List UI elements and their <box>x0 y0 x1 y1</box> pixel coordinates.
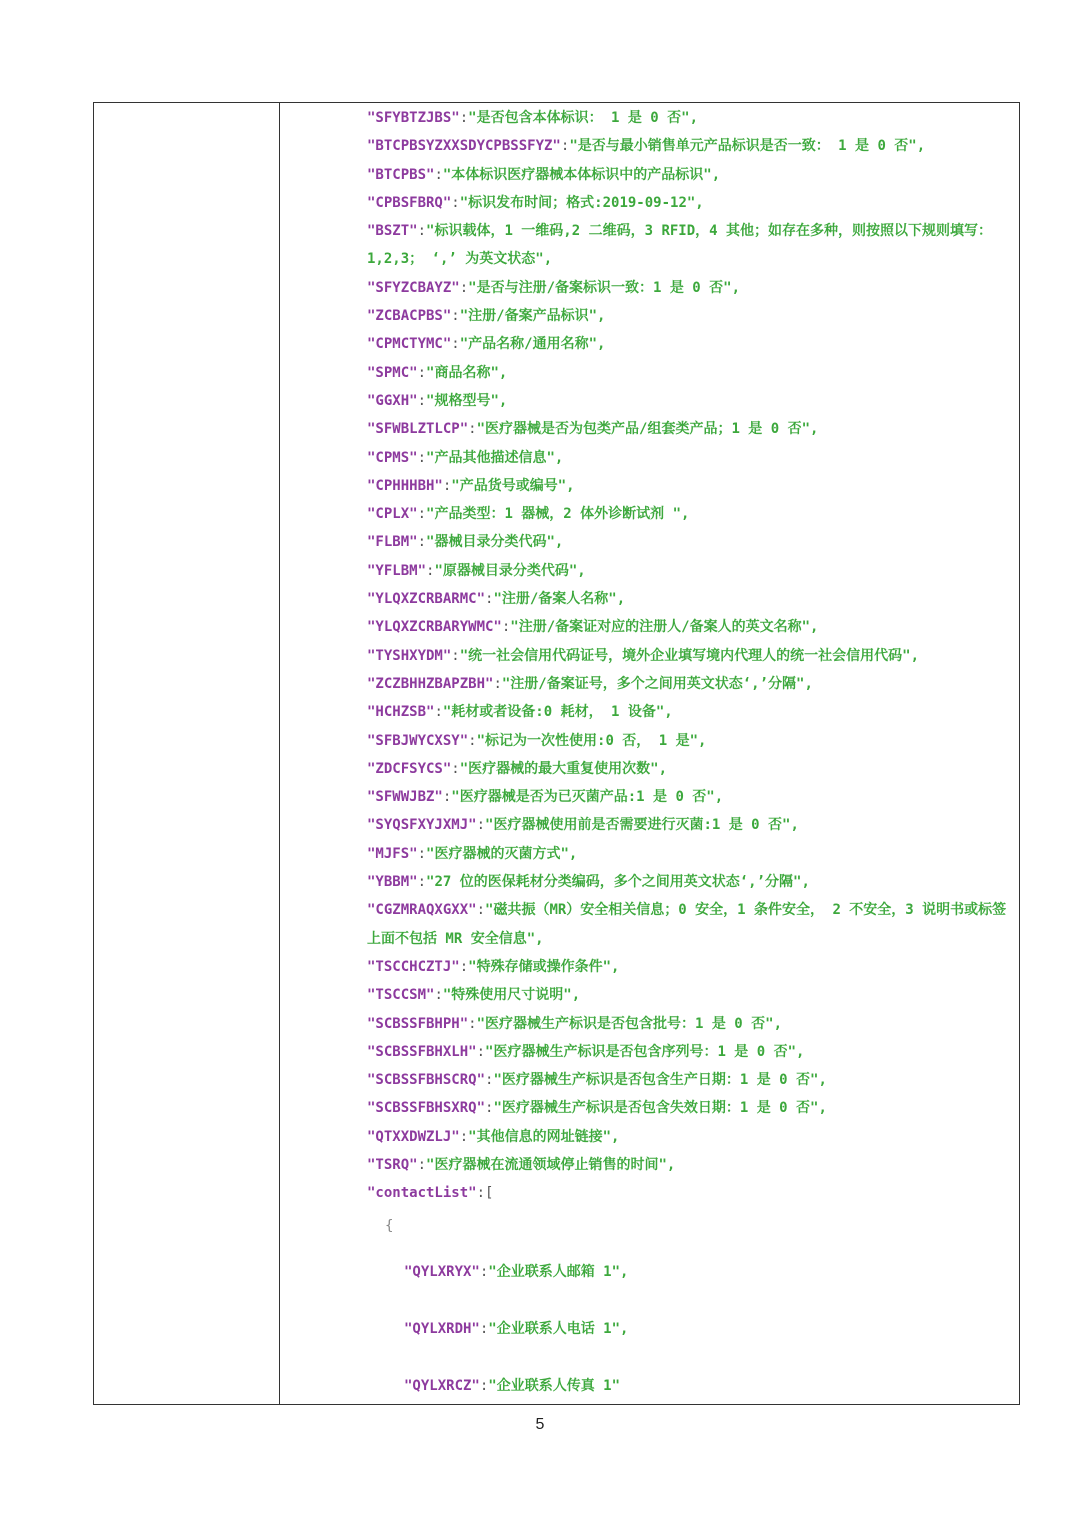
field-value: "医疗器械使用前是否需要进行灭菌:1 是 0 否", <box>485 817 799 834</box>
field-key: "MJFS" <box>367 845 418 862</box>
code-line <box>367 274 1012 302</box>
field-key: "HCHZSB" <box>367 704 435 721</box>
field-value: "产品其他描述信息", <box>426 449 564 466</box>
field-key: "ZDCFSYCS" <box>367 760 452 777</box>
code-line <box>367 359 1012 387</box>
field-value: "标记为一次性使用:0 否， 1 是", <box>476 732 707 749</box>
field-key: "contactList" <box>367 1185 477 1202</box>
field-key: "TSCCHCZTJ" <box>367 958 460 975</box>
field-key: "FLBM" <box>367 534 418 551</box>
field-key: "GGXH" <box>367 392 418 409</box>
field-key: "ZCZBHHZBAPZBH" <box>367 675 494 692</box>
colon: : <box>493 675 502 692</box>
field-key: "CPMS" <box>367 449 418 466</box>
code-line <box>367 868 1012 896</box>
table-column-divider <box>279 102 280 1405</box>
colon: : <box>451 194 460 211</box>
field-value: "医疗器械的最大重复使用次数", <box>459 760 668 777</box>
colon: : <box>451 308 460 325</box>
field-value: "原器械目录分类代码", <box>434 562 586 579</box>
field-value: "注册/备案产品标识", <box>459 308 606 325</box>
field-value: "产品货号或编号", <box>451 477 575 494</box>
field-value: "统一社会信用代码证号，境外企业填写境内代理人的统一社会信用代码", <box>459 647 920 664</box>
code-line <box>367 104 1012 132</box>
code-line <box>367 811 1012 839</box>
colon: : <box>459 110 469 126</box>
field-value: "器械目录分类代码", <box>426 534 564 551</box>
field-key: "SFWBLZTLCP" <box>367 421 469 438</box>
code-line <box>367 528 1012 556</box>
field-value: "注册/备案证对应的注册人/备案人的英文名称", <box>510 619 819 636</box>
field-key: "QTXXDWZLJ" <box>367 1128 460 1145</box>
contact-value: "企业联系人传真 1" <box>488 1377 621 1394</box>
field-value: "医疗器械的灭菌方式", <box>426 845 578 862</box>
field-key: "CGZMRAQXGXX" <box>367 902 477 919</box>
code-line <box>367 472 1012 500</box>
field-value: "产品类型：1 器械，2 体外诊断试剂 ", <box>426 506 690 523</box>
code-line <box>367 727 1012 755</box>
code-line <box>367 1038 1012 1066</box>
contact-value: "企业联系人电话 1", <box>488 1320 629 1337</box>
field-value: "注册/备案人名称", <box>493 591 626 608</box>
code-line <box>367 500 1012 528</box>
colon: : <box>468 421 477 438</box>
field-key: "TSRQ" <box>367 1156 418 1173</box>
field-value: "耗材或者设备:0 耗材， 1 设备", <box>442 704 673 721</box>
field-value: "医疗器械生产标识是否包含失效日期：1 是 0 否", <box>493 1100 827 1117</box>
contact-key: "QYLXRDH" <box>404 1320 480 1337</box>
colon: : <box>479 1320 489 1337</box>
colon: : <box>479 1377 489 1394</box>
contact-value: "企业联系人邮箱 1", <box>488 1263 629 1280</box>
colon: : <box>479 1263 489 1280</box>
colon: : <box>459 958 469 975</box>
colon: : <box>476 1043 486 1060</box>
field-value: "磁共振（MR）安全相关信息；0 安全，1 条件安全， 2 不安全，3 说明书或标签上面不包括 MR 安全信息", <box>367 902 1007 947</box>
field-key: "BSZT" <box>367 223 418 240</box>
field-key: "YLQXZCRBARMC" <box>367 591 486 608</box>
field-value: "商品名称", <box>426 364 508 381</box>
colon: : <box>417 874 427 891</box>
field-key: "BTCPBSYZXXSDYCPBSSFYZ" <box>367 138 561 155</box>
field-key: "TYSHXYDM" <box>367 647 452 664</box>
field-key: "SYQSFXYJXMJ" <box>367 817 477 834</box>
open-brace: { <box>385 1217 394 1234</box>
colon: : <box>417 845 427 862</box>
field-key: "ZCBACPBS" <box>367 308 452 325</box>
colon: : <box>417 506 427 523</box>
field-key: "SFWWJBZ" <box>367 789 443 806</box>
colon: : <box>451 647 460 664</box>
field-value: "标识发布时间；格式:2019-09-12", <box>459 194 704 211</box>
colon: : <box>417 1156 427 1173</box>
contact-line <box>367 1358 1012 1415</box>
code-line <box>367 896 1012 953</box>
code-line <box>367 132 1012 160</box>
colon: : <box>451 336 460 353</box>
colon: : <box>459 279 469 296</box>
colon: : <box>476 817 486 834</box>
colon: : <box>434 987 443 1004</box>
code-line <box>367 1094 1012 1122</box>
field-key: "SCBSSFBHPH" <box>367 1015 469 1032</box>
colon: : <box>434 704 443 721</box>
colon: : <box>476 902 486 919</box>
field-value: "其他信息的网址链接", <box>468 1128 620 1145</box>
field-value: "医疗器械在流通领域停止销售的时间", <box>426 1156 676 1173</box>
colon: : <box>485 591 494 608</box>
colon: : <box>442 789 452 806</box>
contact-key: "QYLXRCZ" <box>404 1377 480 1394</box>
code-line <box>367 415 1012 443</box>
field-key: "TSCCSM" <box>367 987 435 1004</box>
code-line <box>367 387 1012 415</box>
code-line <box>367 613 1012 641</box>
field-key: "SCBSSFBHSXRQ" <box>367 1100 486 1117</box>
field-key: "SFBJWYCXSY" <box>367 732 469 749</box>
code-line <box>367 1151 1012 1179</box>
field-key: "BTCPBS" <box>367 166 435 183</box>
code-line <box>367 783 1012 811</box>
colon: : <box>442 477 452 494</box>
code-line <box>367 585 1012 613</box>
colon: : <box>468 1015 477 1032</box>
contact-key: "QYLXRYX" <box>404 1263 480 1280</box>
field-key: "SCBSSFBHSCRQ" <box>367 1072 486 1089</box>
colon: : <box>417 392 427 409</box>
field-value: "是否包含本体标识： 1 是 0 否", <box>468 110 699 126</box>
field-value: "是否与最小销售单元产品标识是否一致： 1 是 0 否", <box>569 138 926 155</box>
field-key: "YFLBM" <box>367 562 427 579</box>
field-value: "医疗器械生产标识是否包含生产日期：1 是 0 否", <box>493 1072 827 1089</box>
colon: : <box>417 364 427 381</box>
field-value: "医疗器械生产标识是否包含序列号：1 是 0 否", <box>485 1043 805 1060</box>
field-value: "特殊使用尺寸说明", <box>442 987 581 1004</box>
field-key: "SPMC" <box>367 364 418 381</box>
code-line <box>367 670 1012 698</box>
code-line <box>367 1010 1012 1038</box>
colon: : <box>417 449 427 466</box>
colon: : <box>417 534 427 551</box>
colon: : <box>459 1128 469 1145</box>
field-key: "SFYBTZJBS" <box>367 110 460 126</box>
field-value: "医疗器械是否为包类产品/组套类产品；1 是 0 否", <box>476 421 819 438</box>
colon: : <box>560 138 570 155</box>
code-line <box>367 840 1012 868</box>
field-value: "27 位的医保耗材分类编码，多个之间用英文状态‘,’分隔", <box>426 874 810 891</box>
field-value: "产品名称/通用名称", <box>459 336 606 353</box>
json-code-block <box>367 104 1012 1415</box>
field-key: "CPLX" <box>367 506 418 523</box>
contact-line <box>367 1301 1012 1358</box>
open-bracket: [ <box>485 1185 494 1202</box>
code-line <box>367 302 1012 330</box>
page-number: 5 <box>535 1416 545 1433</box>
field-value: "注册/备案证号，多个之间用英文状态‘,’分隔", <box>501 675 813 692</box>
code-line <box>367 953 1012 981</box>
colon: : <box>468 732 477 749</box>
field-value: "医疗器械生产标识是否包含批号：1 是 0 否", <box>476 1015 783 1032</box>
field-key: "SFYZCBAYZ" <box>367 279 460 296</box>
colon: : <box>485 1072 494 1089</box>
code-line <box>367 755 1012 783</box>
colon: : <box>501 619 511 636</box>
field-key: "YLQXZCRBARYWMC" <box>367 619 502 636</box>
colon: : <box>476 1185 486 1202</box>
code-line <box>367 1123 1012 1151</box>
code-line <box>367 642 1012 670</box>
field-value: "医疗器械是否为已灭菌产品:1 是 0 否", <box>451 789 724 806</box>
colon: : <box>434 166 443 183</box>
field-key: "CPMCTYMC" <box>367 336 452 353</box>
code-line <box>367 189 1012 217</box>
field-key: "CPBSFBRQ" <box>367 194 452 211</box>
field-value: "特殊存储或操作条件", <box>468 958 620 975</box>
colon: : <box>426 562 435 579</box>
field-value: "规格型号", <box>426 392 508 409</box>
code-line <box>367 1179 1012 1207</box>
code-line <box>367 981 1012 1009</box>
field-value: "是否与注册/备案标识一致：1 是 0 否", <box>468 279 741 296</box>
colon: : <box>451 760 460 777</box>
field-key: "CPHHHBH" <box>367 477 443 494</box>
colon: : <box>417 223 427 240</box>
field-value: "本体标识医疗器械本体标识中的产品标识", <box>442 166 721 183</box>
code-line <box>367 557 1012 585</box>
field-value: "标识载体，1 一维码,2 二维码，3 RFID，4 其他；如存在多种，则按照以下规则填写：1,2,3； ‘,’ 为英文状态", <box>367 223 993 268</box>
code-line <box>367 330 1012 358</box>
code-line <box>367 161 1012 189</box>
code-line <box>367 1066 1012 1094</box>
code-line <box>367 444 1012 472</box>
field-key: "SCBSSFBHXLH" <box>367 1043 477 1060</box>
field-key: "YBBM" <box>367 874 418 891</box>
contact-line <box>367 1244 1012 1301</box>
code-line <box>367 217 1012 274</box>
code-line <box>367 698 1012 726</box>
colon: : <box>485 1100 494 1117</box>
